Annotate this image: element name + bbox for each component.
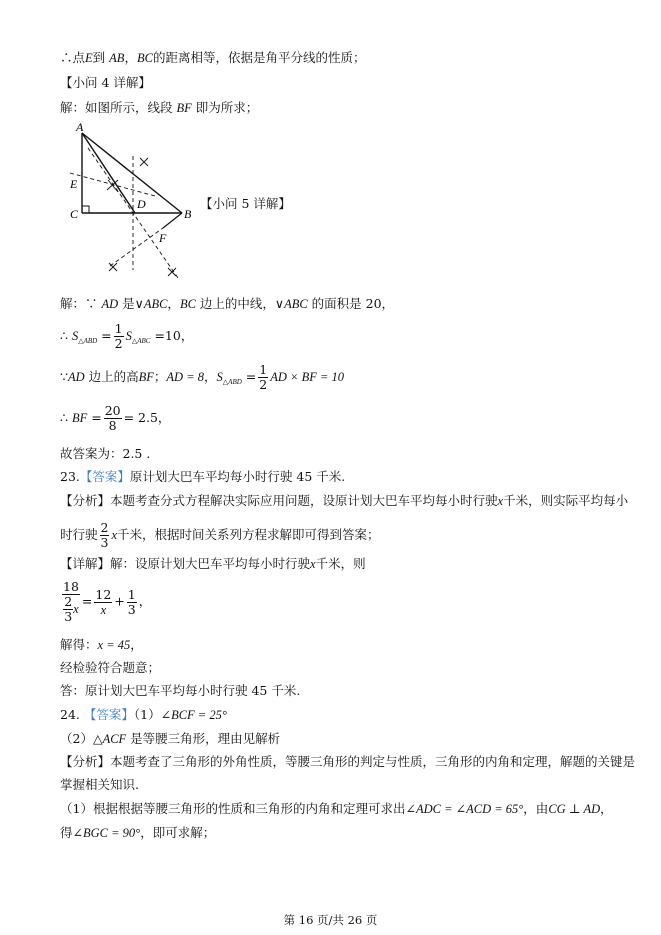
text: 的面积是 20， bbox=[311, 296, 395, 311]
p24-analysis-2: 掌握相关知识. bbox=[60, 777, 139, 792]
label-F: F bbox=[159, 231, 167, 245]
math-ABC: ABC bbox=[284, 297, 308, 311]
math-x: x bbox=[310, 557, 316, 571]
q5-line-4 bbox=[60, 404, 170, 433]
text: = bbox=[101, 328, 112, 343]
math-perp: CG ⊥ AD bbox=[548, 802, 601, 816]
text: 边上的中线，∨ bbox=[199, 296, 285, 311]
text: 的距离相等，依据是角平分线的性质； bbox=[152, 50, 366, 65]
math-angle: ∠ADC = ∠ACD = 65° bbox=[405, 802, 524, 816]
arc-marks bbox=[107, 158, 176, 276]
text: 时行驶 bbox=[60, 527, 98, 542]
label-E: E bbox=[70, 177, 78, 191]
text: 千米，根据时间关系列方程求解即可得到答案； bbox=[117, 527, 380, 542]
math-BF: BF bbox=[176, 101, 192, 115]
math-AD-eq: AD = 8 bbox=[166, 370, 205, 384]
text: 是∨ bbox=[122, 296, 144, 311]
subscript: △ABD bbox=[222, 378, 242, 386]
text: 解：如图所示，线段 bbox=[60, 100, 173, 115]
answer-tag: 【答案】 bbox=[79, 469, 130, 484]
text: 到 bbox=[92, 50, 106, 65]
text: 是等腰三角形，理由见解析 bbox=[130, 731, 281, 746]
fraction: $\frac{1}{2}$ bbox=[259, 362, 268, 392]
text: ， bbox=[124, 50, 137, 65]
text: ∴点 bbox=[60, 50, 86, 65]
label-D: D bbox=[137, 197, 146, 211]
segment-AD bbox=[82, 133, 135, 213]
text: ， bbox=[600, 801, 613, 816]
math-angle: ∠BGC = 90° bbox=[72, 826, 141, 840]
detail-tag: 【详解】 bbox=[60, 556, 111, 571]
fraction: $\frac{1}{2}$ bbox=[114, 321, 123, 351]
geometry-figure bbox=[60, 118, 200, 278]
text: 本题考查了三角形的外角性质，等腰三角形的判定与性质，三角形的内角和定理，解题的关键是 bbox=[110, 754, 636, 769]
fraction: $\frac{20}{8}$ bbox=[104, 403, 121, 433]
text: ， bbox=[130, 637, 143, 652]
p24-answer-2 bbox=[60, 731, 280, 747]
text: ， bbox=[204, 369, 217, 384]
fraction: $\frac{1}{3}$ bbox=[127, 586, 136, 617]
right-angle-mark bbox=[82, 206, 89, 213]
segment-AB bbox=[82, 133, 182, 213]
text: 千米，则实际平均每小 bbox=[503, 493, 629, 508]
math-x: x bbox=[497, 494, 504, 508]
q5-line-1 bbox=[60, 296, 394, 312]
math-angle: ∠BCF = 25° bbox=[160, 708, 227, 722]
label-C: C bbox=[70, 207, 79, 221]
text: = bbox=[81, 593, 93, 609]
math-ABC: ABC bbox=[143, 297, 168, 311]
text: （1）根据根据等腰三角形的性质和三角形的内角和定理可求出 bbox=[60, 801, 406, 816]
p24-step-2 bbox=[60, 825, 215, 841]
q5-final: 故答案为：2.5 . bbox=[60, 446, 151, 461]
q5-line-2 bbox=[60, 322, 193, 351]
text: 即为所求； bbox=[195, 100, 259, 115]
label-A: A bbox=[76, 120, 84, 134]
analysis-tag: 【分析】 bbox=[60, 493, 111, 508]
math-BC: BC bbox=[179, 297, 196, 311]
p23-analysis-2 bbox=[60, 521, 380, 550]
p23-analysis-1 bbox=[60, 493, 628, 509]
text: ； bbox=[153, 369, 167, 384]
q5-heading: 【小问 5 详解】 bbox=[200, 196, 291, 211]
p23-answer bbox=[60, 469, 345, 485]
p24-step-1 bbox=[60, 801, 613, 817]
math-S: S bbox=[125, 329, 132, 343]
segment-BF bbox=[163, 213, 182, 228]
analysis-tag: 【分析】 bbox=[60, 754, 111, 769]
p23-equation bbox=[60, 580, 151, 624]
text: 解：∵ bbox=[60, 296, 98, 311]
text: = bbox=[245, 369, 257, 384]
math-BF: BF bbox=[71, 411, 88, 425]
text: ，即可求解； bbox=[140, 825, 216, 840]
page-footer: 第 16 页/共 26 页 bbox=[283, 913, 378, 927]
fraction: $\frac{12}{x}$ bbox=[95, 586, 112, 617]
math-BC: BC bbox=[136, 51, 153, 65]
p24-analysis-1 bbox=[60, 754, 635, 770]
math-expression: AD × BF = 10 bbox=[270, 370, 345, 384]
answer-tag: 【答案】 bbox=[83, 707, 134, 722]
math-S: S bbox=[216, 370, 223, 384]
text-line-1 bbox=[60, 50, 365, 66]
math-BF: BF bbox=[138, 370, 154, 384]
math-AB: AB bbox=[109, 51, 125, 65]
math-AD: AD bbox=[67, 370, 85, 384]
text: 得 bbox=[60, 825, 73, 840]
math-result: x = 45 bbox=[97, 638, 131, 652]
text: = 2.5， bbox=[123, 410, 171, 425]
subscript: △ABD bbox=[78, 337, 98, 345]
construction-line-4 bbox=[110, 228, 163, 266]
text: 千米，则 bbox=[315, 556, 366, 571]
text: 边上的高 bbox=[88, 369, 139, 384]
text: = bbox=[91, 410, 102, 425]
q4-solution bbox=[60, 100, 258, 116]
p23-detail bbox=[60, 556, 366, 572]
fraction: $\frac{2}{3}$ bbox=[100, 520, 109, 550]
text: （2） bbox=[60, 731, 93, 746]
text: =10， bbox=[154, 328, 194, 343]
fraction: 18 $\frac{2}{3}$ x bbox=[63, 579, 79, 624]
text: 23. bbox=[60, 469, 80, 484]
text: ∴ bbox=[60, 328, 68, 343]
text: + bbox=[114, 593, 125, 609]
text: ， bbox=[167, 296, 180, 311]
p23-solve bbox=[60, 637, 143, 653]
math-AD: AD bbox=[101, 297, 119, 311]
text: ，由 bbox=[523, 801, 549, 816]
text: 原计划大巴车平均每小时行驶 45 千米. bbox=[129, 469, 346, 484]
text: 24. bbox=[60, 707, 80, 722]
text: ∵ bbox=[60, 369, 68, 384]
q4-heading: 【小问 4 详解】 bbox=[60, 75, 151, 90]
p23-final: 答：原计划大巴车平均每小时行驶 45 千米. bbox=[60, 683, 301, 698]
text: （1） bbox=[133, 707, 161, 722]
math-triangle: △ACF bbox=[92, 732, 127, 746]
subscript: △ABC bbox=[131, 337, 151, 345]
text: 解：设原计划大巴车平均每小时行驶 bbox=[110, 556, 311, 571]
text: ∴ bbox=[60, 410, 68, 425]
math-x: x bbox=[111, 528, 118, 542]
label-B: B bbox=[184, 207, 192, 221]
math-S: S bbox=[71, 329, 79, 343]
q5-line-3 bbox=[60, 363, 344, 392]
p23-check: 经检验符合题意； bbox=[60, 660, 161, 675]
p24-answer-1 bbox=[60, 707, 227, 723]
math-E: E bbox=[85, 51, 93, 65]
text: ， bbox=[138, 593, 152, 609]
text: 解得： bbox=[60, 637, 98, 652]
text: 本题考查分式方程解决实际应用问题，设原计划大巴车平均每小时行驶 bbox=[110, 493, 498, 508]
